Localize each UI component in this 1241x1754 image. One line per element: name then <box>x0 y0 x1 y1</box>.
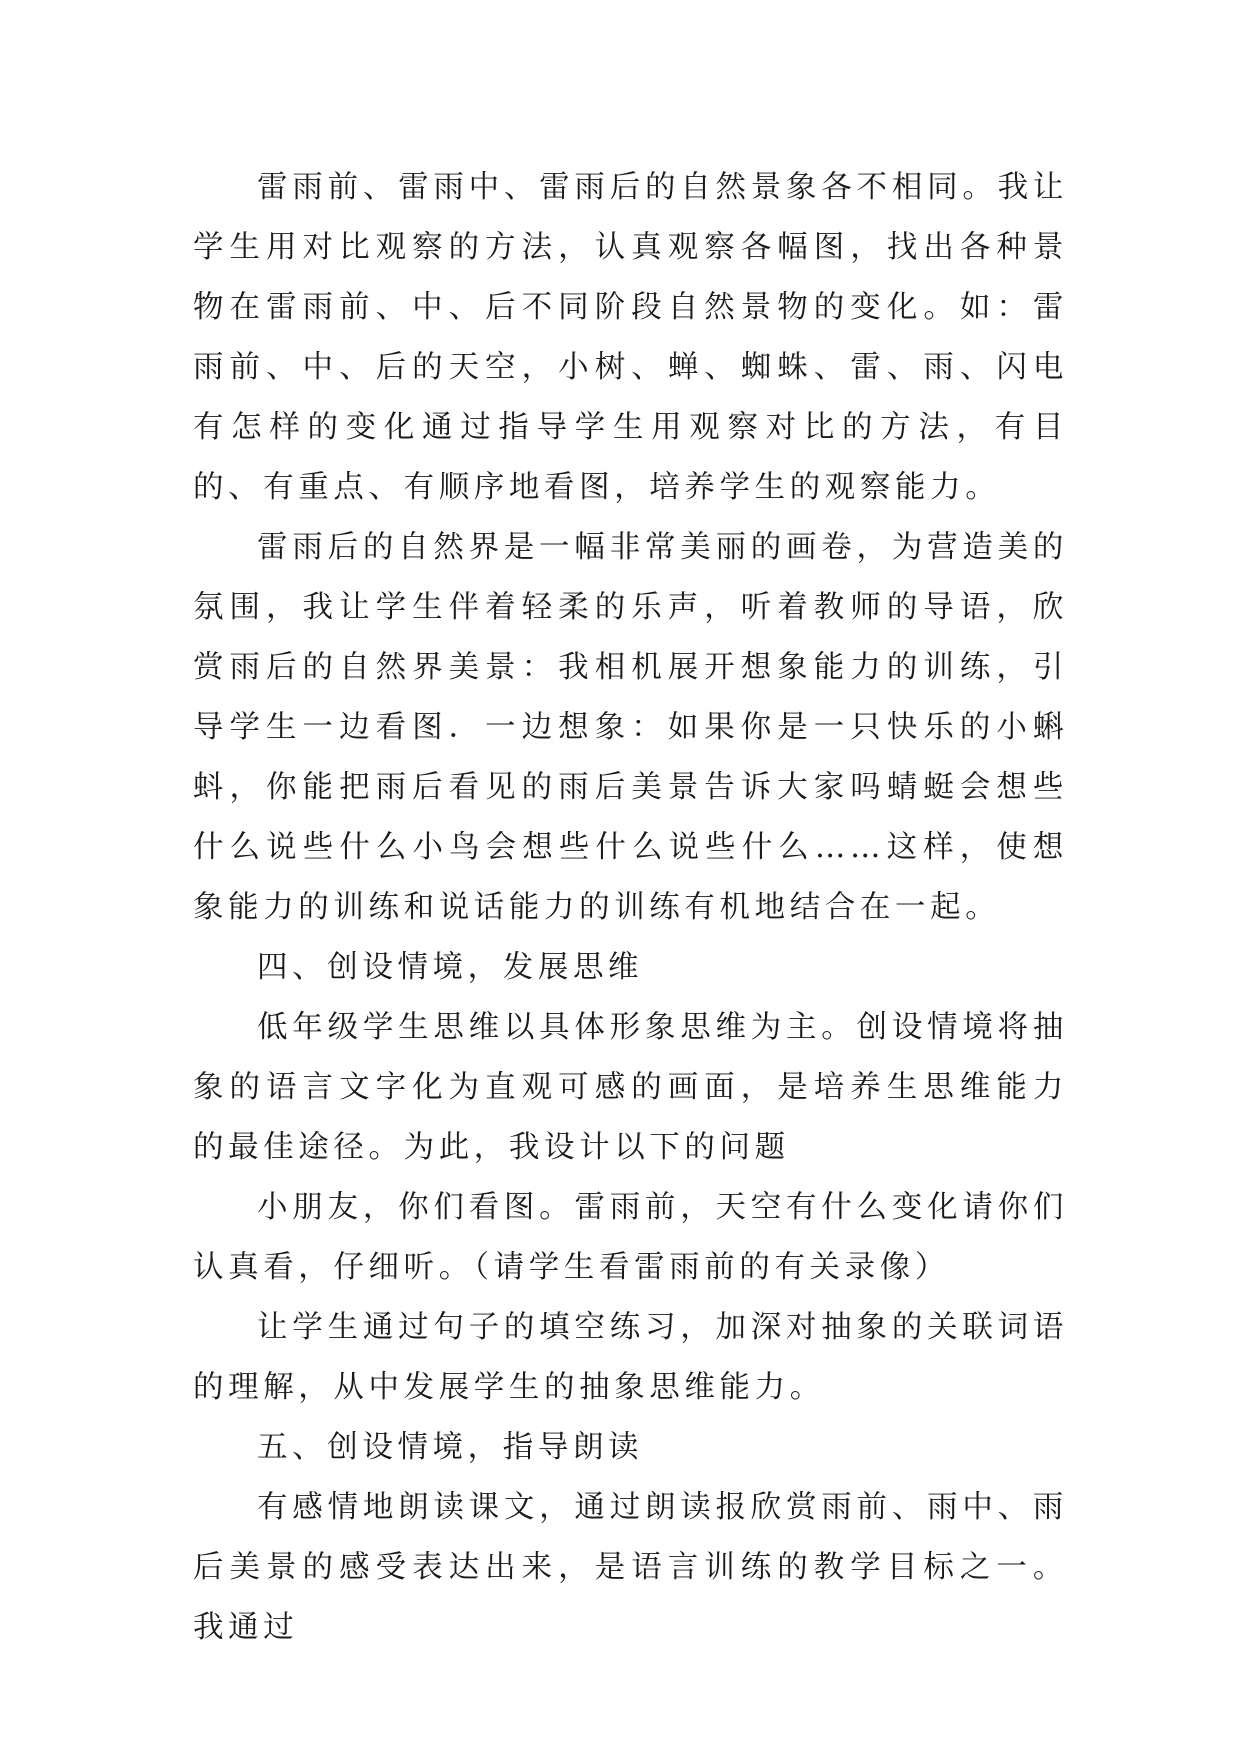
paragraph-thinking: 低年级学生思维以具体形象思维为主。创设情境将抽象的语言文字化为直观可感的画面，是培养生思维能力的最佳途径。为此，我设计以下的问题 <box>193 1010 1068 1165</box>
paragraph-imagination: 雷雨后的自然界是一幅非常美丽的画卷，为营造美的氛围，我让学生伴着轻柔的乐声，听着教师的导语，欣赏雨后的自然界美景：我相机展开想象能力的训练，引导学生一边看图．一边想象：如果你是一只快乐的小蝌蚪，你能把雨后看见的雨后美景告诉大家吗蜻蜓会想些什么说些什么小鸟会想些什么说些什么……这样，使想象能力的训练和说话能力的训练有机地结合在一起。 <box>193 530 1068 925</box>
paragraph-observation: 雷雨前、雷雨中、雷雨后的自然景象各不相同。我让学生用对比观察的方法，认真观察各幅图，找出各种景物在雷雨前、中、后不同阶段自然景物的变化。如：雷雨前、中、后的天空，小树、蝉、蜘蛛、雷、雨、闪电有怎样的变化通过指导学生用观察对比的方法，有目的、有重点、有顺序地看图，培养学生的观察能力。 <box>193 170 1068 505</box>
paragraph-reading: 有感情地朗读课文，通过朗读报欣赏雨前、雨中、雨后美景的感受表达出来，是语言训练的教学目标之一。我通过 <box>193 1490 1068 1645</box>
document-body <box>193 158 1068 1658</box>
paragraph-exercise: 让学生通过句子的填空练习，加深对抽象的关联词语的理解，从中发展学生的抽象思维能力。 <box>193 1310 1068 1405</box>
section-heading-four: 四、创设情境，发展思维 <box>257 950 644 985</box>
paragraph-question: 小朋友，你们看图。雷雨前，天空有什么变化请你们认真看，仔细听。（请学生看雷雨前的有关录像） <box>193 1190 1068 1285</box>
section-heading-five: 五、创设情境，指导朗读 <box>257 1430 644 1465</box>
